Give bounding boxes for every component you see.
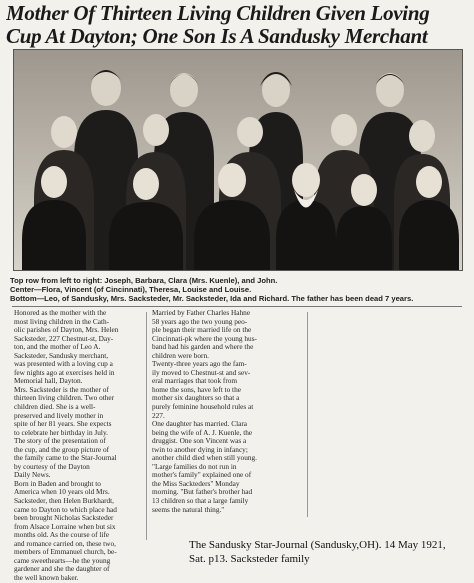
article-line: mother six daughters so that a: [152, 394, 240, 403]
article-line: ple began their married life on the: [152, 326, 252, 335]
article-line: olic parishes of Dayton, Mrs. Helen: [14, 326, 119, 335]
article-line: few nights ago at exercises held in: [14, 368, 115, 377]
article-line: mother's family" explained one of: [152, 471, 252, 480]
article-line: and romance carried on, these two,: [14, 539, 116, 548]
article-line: Sacksteder, 227 Chestnut-st, Day-: [14, 334, 114, 343]
source-line-1: The Sandusky Star-Journal (Sandusky,OH). 14 May 1921,: [189, 539, 446, 551]
article-line: The story of the presentation of: [14, 437, 106, 446]
article-line: druggist. One son Vincent was a: [152, 437, 247, 446]
article-line: members of Emmanuel church, be-: [14, 548, 117, 557]
column-divider-2: [307, 312, 308, 517]
article-line: morning. "But father's brother had: [152, 488, 253, 497]
article-line: came sweethearts—he the young: [14, 556, 111, 565]
article-line: months old. As the course of life: [14, 531, 110, 540]
article-line: One daughter has married. Clara: [152, 420, 248, 429]
column-divider-1: [146, 312, 147, 540]
article-line: children were born.: [152, 351, 209, 360]
source-line-2: Sat. p13. Sacksteder family: [189, 552, 310, 565]
article-line: Twenty-three years ago the fam-: [152, 360, 247, 369]
article-line: ily moved to Chestnut-st and sev-: [152, 368, 251, 377]
article-line: 13 children so that a large family: [152, 497, 249, 506]
article-line: home the sons, have left to the: [152, 385, 241, 394]
article-line: Mrs. Sacksteder is the mother of: [14, 385, 109, 394]
article-line: gardener and she the daughter of: [14, 565, 110, 574]
article-line: Daily News.: [14, 471, 51, 480]
article-line: came to Dayton to which place had: [14, 505, 117, 514]
article-line: Born in Baden and brought to: [14, 479, 101, 488]
article-line: Cincinnati-pk where the young hus-: [152, 334, 257, 343]
article-line: being the wife of A. J. Kuenle, the: [152, 428, 253, 437]
article-line: Sacksteder, then Helen Burkhardt,: [14, 497, 115, 506]
article-line: America when 10 years old Mrs.: [14, 488, 110, 497]
article-line: the family came to the Star-Journal: [14, 454, 117, 463]
photo-caption: [10, 276, 466, 303]
article-line: been brought Nicholas Sacksteder: [14, 514, 114, 523]
article-line: children died. She is a well-: [14, 403, 96, 412]
article-line: spite of her 81 years. She expects: [14, 420, 112, 429]
article-line: the Miss Sackteders" Monday: [152, 479, 240, 488]
article-line: 58 years ago the two young peo-: [152, 317, 248, 326]
article-line: Memorial hall, Dayton.: [14, 377, 83, 386]
article-line: "Large families do not run in: [152, 462, 237, 471]
article-line: another child died when still young.: [152, 454, 257, 463]
family-photo-image: [14, 50, 462, 270]
caption-line-2: Center—Flora, Vincent (of Cincinnati), Theresa, Louise and Louise.: [10, 285, 252, 294]
article-line: preserved and lively mother in: [14, 411, 104, 420]
article-column-2: [152, 309, 302, 514]
article-column-1: [14, 309, 142, 583]
article-line: twin to another dying in infancy;: [152, 445, 248, 454]
caption-line-1: Top row from left to right: Joseph, Barbara, Clara (Mrs. Kuenle), and John.: [10, 276, 278, 285]
caption-divider: [12, 306, 462, 307]
article-line: most living children in the Cath-: [14, 317, 110, 326]
article-line: Honored as the mother with the: [14, 309, 107, 317]
headline: [6, 2, 470, 48]
article-line: the cup, and the group picture of: [14, 445, 110, 454]
article-line: 227.: [152, 411, 165, 420]
article-line: eral marriages that took from: [152, 377, 238, 386]
source-citation: [189, 539, 469, 566]
caption-line-3: Bottom—Leo, of Sandusky, Mrs. Sacksteder, Mr. Sacksteder, Ida and Richard. The father has been dead 7 years.: [10, 294, 414, 303]
article-line: thirteen living children. Two other: [14, 394, 115, 403]
article-line: to celebrate her birthday in July.: [14, 428, 108, 437]
article-line: Married by Father Charles Hahne: [152, 309, 251, 317]
article-line: by courtesy of the Dayton: [14, 462, 90, 471]
family-group-photo: [13, 49, 463, 271]
article-line: purely feminine household rules at: [152, 403, 254, 412]
headline-line-1: Mother Of Thirteen Living Children Given Loving: [6, 2, 430, 25]
article-line: band had his garden and where the: [152, 343, 254, 352]
article-line: ton, and the mother of Leo A.: [14, 343, 101, 352]
article-line: Sacksteder, Sandusky merchant,: [14, 351, 109, 360]
article-line: was presented with a loving cup a: [14, 360, 113, 369]
article-line: the well known baker.: [14, 573, 79, 582]
article-line: seems the natural thing.": [152, 505, 225, 514]
article-line: from Alsace Lorraine when but six: [14, 522, 116, 531]
headline-line-2: Cup At Dayton; One Son Is A Sandusky Merchant: [6, 24, 428, 48]
